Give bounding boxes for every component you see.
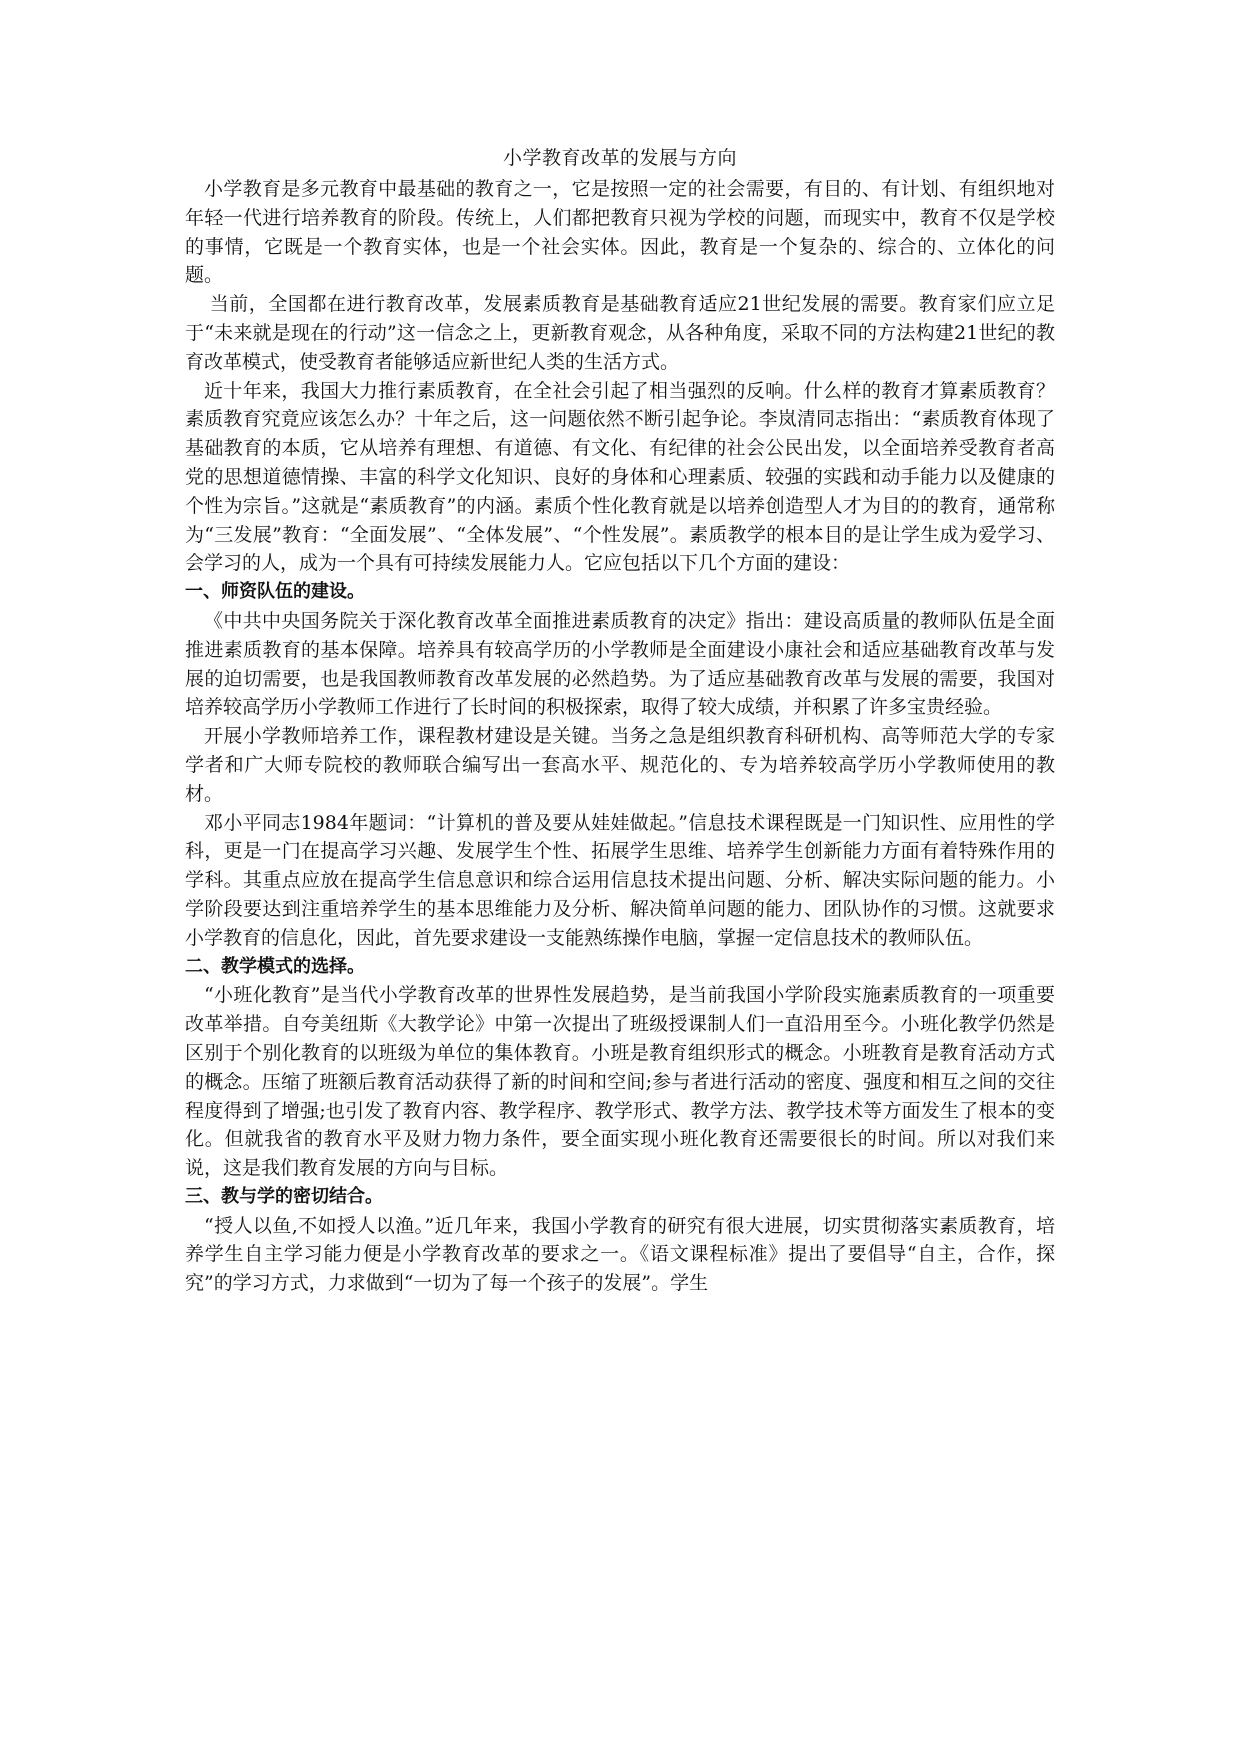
section-1-paragraph-1: 《中共中央国务院关于深化教育改革全面推进素质教育的决定》指出：建设高质量的教师队伍是全面推进素质教育的基本保障。培养具有较高学历的小学教师是全面建设小康社会和适应基础教育改革与发展的迫切需要，也是我国教师教育改革发展的必然趋势。为了适应基础教育改革与发展的需要，我国对培养较高学历小学教师工作进行了长时间的积极探索，取得了较大成绩，并积累了许多宝贵经验。 [185, 609, 1055, 719]
section-1-paragraph-3: 邓小平同志1984年题词：“计算机的普及要从娃娃做起。”信息技术课程既是一门知识性、应用性的学科，更是一门在提高学习兴趣、发展学生个性、拓展学生思维、培养学生创新能力方面有着特殊作用的学科。其重点应放在提高学生信息意识和综合运用信息技术提出问题、分析、解决实际问题的能力。小学阶段要达到注重培养学生的基本思维能力及分析、解决简单问题的能力、团队协作的习惯。这就要求小学教育的信息化，因此，首先要求建设一支能熟练操作电脑，掌握一定信息技术的教师队伍。 [185, 811, 1055, 949]
section-1-heading: 一、师资队伍的建设。 [185, 581, 365, 603]
intro-paragraph-2: 当前，全国都在进行教育改革，发展素质教育是基础教育适应21世纪发展的需要。教育家们应立足于“未来就是现在的行动”这一信念之上，更新教育观念，从各种角度，采取不同的方法构建21世纪的教育改革模式，使受教育者能够适应新世纪人类的生活方式。 [185, 293, 1055, 373]
section-1-paragraph-2: 开展小学教师培养工作，课程教材建设是关键。当务之急是组织教育科研机构、高等师范大学的专家学者和广大师专院校的教师联合编写出一套高水平、规范化的、专为培养较高学历小学教师使用的教材。 [185, 725, 1055, 805]
section-3-heading: 三、教与学的密切结合。 [185, 1185, 383, 1207]
document-title: 小学教育改革的发展与方向 [502, 147, 737, 169]
intro-paragraph-3: 近十年来，我国大力推行素质教育，在全社会引起了相当强烈的反响。什么样的教育才算素质教育？素质教育究竟应该怎么办？十年之后，这一问题依然不断引起争论。李岚清同志指出：“素质教育体现了基础教育的本质，它从培养有理想、有道德、有文化、有纪律的社会公民出发，以全面培养受教育者高党的思想道德情操、丰富的科学文化知识、良好的身体和心理素质、较强的实践和动手能力以及健康的个性为宗旨。”这就是“素质教育”的内涵。素质个性化教育就是以培养创造型人才为目的的教育，通常称为“三发展”教育：“全面发展”、“全体发展”、“个性发展”。素质教学的根本目的是让学生成为爱学习、会学习的人，成为一个具有可持续发展能力人。它应包括以下几个方面的建设： [185, 379, 1055, 575]
section-2-paragraph-1: “小班化教育”是当代小学教育改革的世界性发展趋势，是当前我国小学阶段实施素质教育的一项重要改革举措。自夸美纽斯《大教学论》中第一次提出了班级授课制人们一直沿用至今。小班化教学仍然是区别于个别化教育的以班级为单位的集体教育。小班是教育组织形式的概念。小班教育是教育活动方式的概念。压缩了班额后教育活动获得了新的时间和空间;参与者进行活动的密度、强度和相互之间的交往程度得到了增强;也引发了教育内容、教学程序、教学形式、教学方法、教学技术等方面发生了根本的变化。但就我省的教育水平及财力物力条件，要全面实现小班化教育还需要很长的时间。所以对我们来说，这是我们教育发展的方向与目标。 [185, 984, 1055, 1180]
intro-paragraph-1: 小学教育是多元教育中最基础的教育之一，它是按照一定的社会需要，有目的、有计划、有组织地对年轻一代进行培养教育的阶段。传统上，人们都把教育只视为学校的问题，而现实中，教育不仅是学校的事情，它既是一个教育实体，也是一个社会实体。因此，教育是一个复杂的、综合的、立体化的问题。 [185, 178, 1055, 287]
section-3-paragraph-1: “授人以鱼,不如授人以渔。”近几年来，我国小学教育的研究有很大进展，切实贯彻落实素质教育，培养学生自主学习能力便是小学教育改革的要求之一。《语文课程标准》提出了要倡导“自主，合作，探究”的学习方式，力求做到“一切为了每一个孩子的发展”。学生 [185, 1214, 1055, 1295]
document-page [185, 146, 1055, 1298]
section-2-heading: 二、教学模式的选择。 [185, 955, 365, 977]
